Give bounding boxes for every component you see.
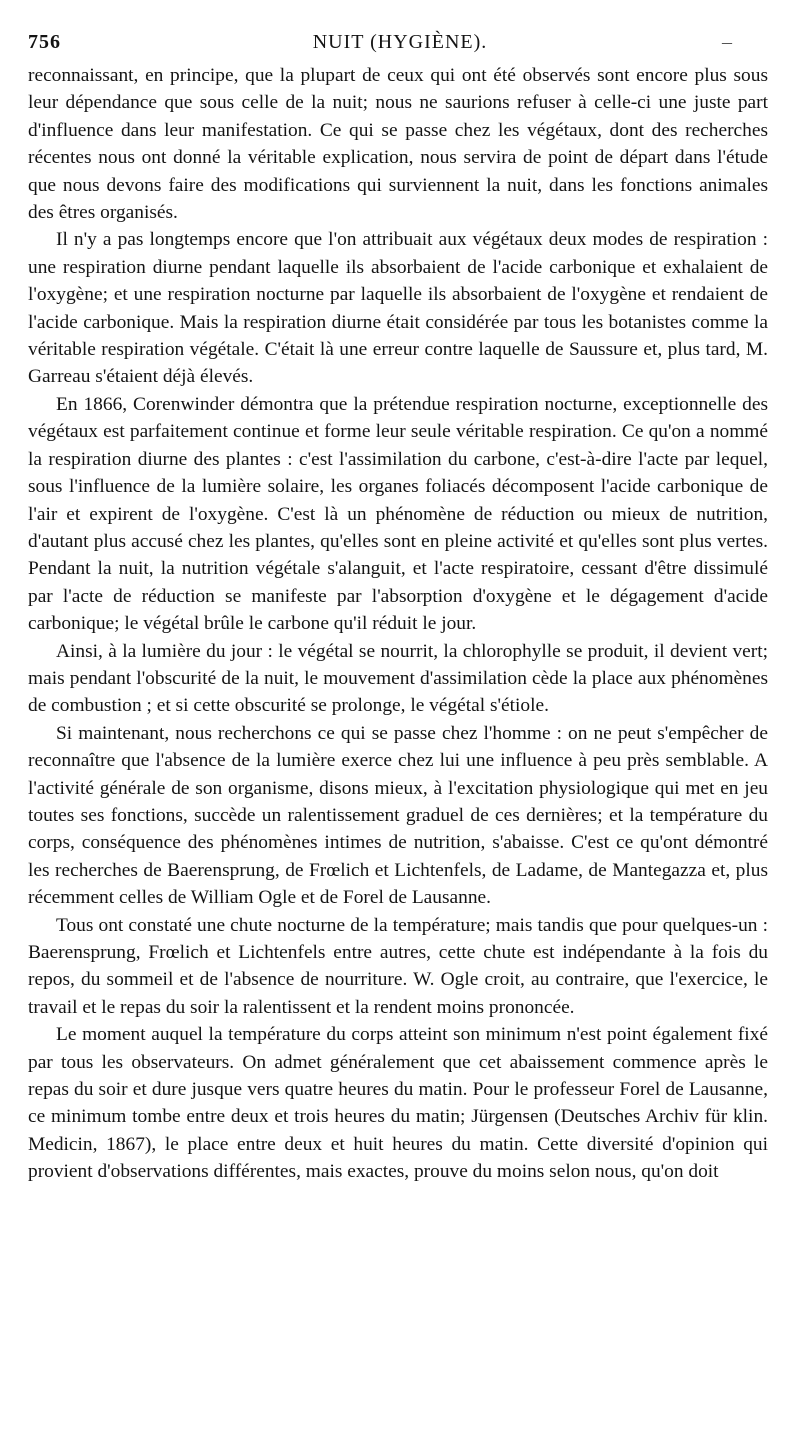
header-mark: – [722, 31, 732, 53]
running-title: NUIT (HYGIÈNE). [312, 31, 488, 53]
page-header [28, 26, 772, 58]
page-number: 756 [28, 31, 61, 53]
paragraph: Si maintenant, nous recherchons ce qui se passe chez l'homme : on ne peut s'empêcher de reconnaître que l'absence de la lumière exerce chez lui une influence à peu près semblable. A l'activité générale de son organisme, disons mieux, à l'excitation physiologique qui met en jeu toutes ses fonctions, succède un ralentissement graduel de ces dernières; et la température du corps, conséquence des phénomènes intimes de nutrition, s'abaisse. C'est ce qu'ont démontré les recherches de Baerensprung, de Frœlich et Lichtenfels, de Ladame, de Mantegazza et, plus récemment celles de William Ogle et de Forel de Lausanne. [28, 722, 768, 909]
paragraph: Tous ont constaté une chute nocturne de la température; mais tandis que pour quelques-un : Baerensprung, Frœlich et Lichtenfels entre autres, cette chute est indépendante à la fois du repos, du sommeil et de l'absence de nourriture. W. Ogle croit, au contraire, que l'exercice, le travail et le repas du soir la ralentissent et la rendent moins prononcée. [28, 914, 768, 1018]
paragraph: Ainsi, à la lumière du jour : le végétal se nourrit, la chlorophylle se produit, il devient vert; mais pendant l'obscurité de la nuit, le mouvement d'assimilation cède la place aux phénomènes de combustion ; et si cette obscurité se prolonge, le végétal s'étiole. [28, 640, 768, 717]
paragraph: Il n'y a pas longtemps encore que l'on attribuait aux végétaux deux modes de respiration : une respiration diurne pendant laquelle ils absorbaient de l'acide carbonique et exhalaient de l'oxygène; et une respiration nocturne par laquelle ils absorbaient de l'oxygène et rendaient de l'acide carbonique. Mais la respiration diurne était considérée par tous les botanistes comme la véritable respiration végétale. C'était là une erreur contre laquelle de Saussure et, plus tard, M. Garreau s'étaient déjà élevés. [28, 229, 768, 388]
paragraph: reconnaissant, en principe, que la plupart de ceux qui ont été observés sont encore plus sous leur dépendance que sous celle de la nuit; nous ne saurions refuser à celle-ci une juste part d'influence dans leur manifestation. Ce qui se passe chez les végétaux, dont des recherches récentes nous ont donné la véritable explication, nous servira de point de départ dans l'étude que nous devons faire des modifications qui surviennent la nuit, dans les fonctions animales des êtres organisés. [28, 65, 768, 224]
paragraph: Le moment auquel la température du corps atteint son minimum n'est point également fixé par tous les observateurs. On admet généralement que cet abaissement commence après le repas du soir et dure jusque vers quatre heures du matin. Pour le professeur Forel de Lausanne, ce minimum tombe entre deux et trois heures du matin; Jürgensen (Deutsches Archiv für klin. Medicin, 1867), le place entre deux et huit heures du matin. Cette diversité d'opinion qui provient d'observations différentes, mais exactes, prouve du moins selon nous, qu'on doit [28, 1024, 768, 1183]
body-text [28, 62, 768, 1186]
paragraph: En 1866, Corenwinder démontra que la prétendue respiration nocturne, exceptionnelle des végétaux est parfaitement continue et forme leur seule véritable respiration. Ce qu'on a nommé la respiration diurne des plantes : c'est l'assimilation du carbone, c'est-à-dire l'acte par lequel, sous l'influence de la lumière solaire, les organes foliacés décomposent l'acide carbonique de l'air et expirent de l'oxygène. C'est là un phénomène de réduction ou mieux de nutrition, d'autant plus accusé chez les plantes, qu'elles sont en pleine activité et qu'elles sont plus vertes. Pendant la nuit, la nutrition végétale s'alanguit, et l'acte respiratoire, cessant d'être dissimulé par l'acte de réduction se manifeste par l'absorption d'oxygène et le dégagement d'acide carbonique; le végétal brûle le carbone qu'il réduit le jour. [28, 393, 768, 635]
